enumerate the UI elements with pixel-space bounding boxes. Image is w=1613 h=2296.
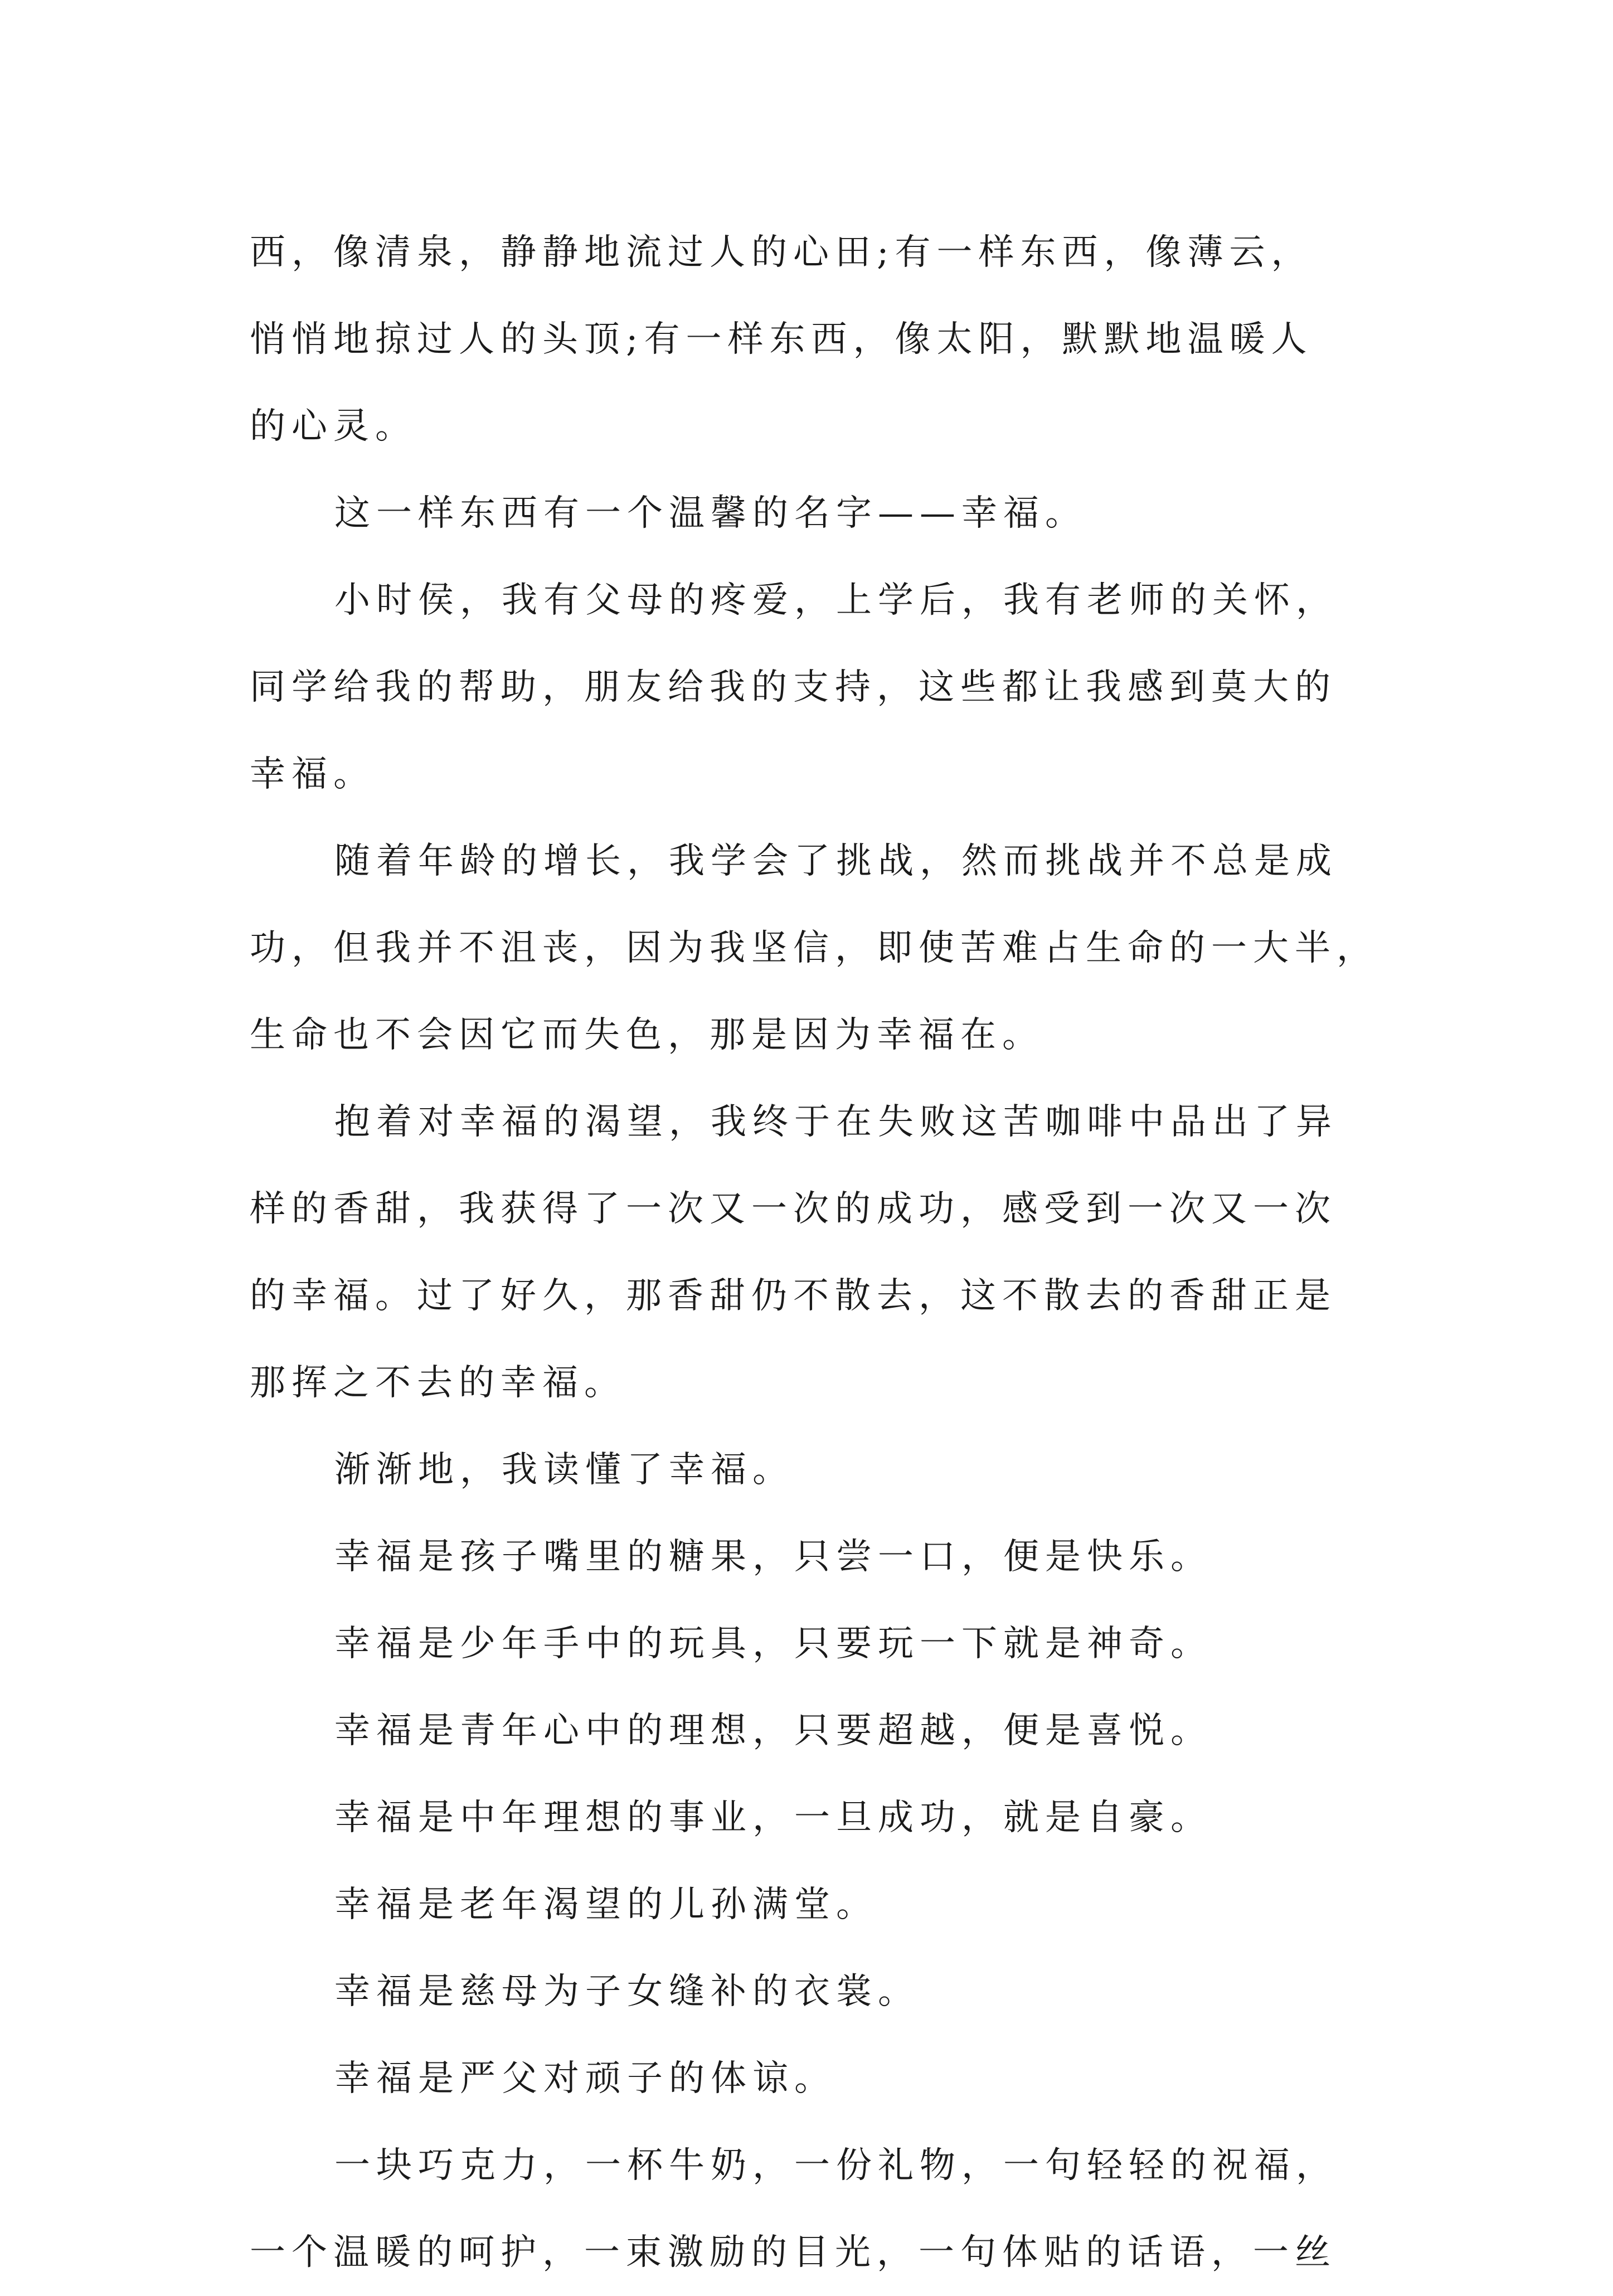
text-line: 随着年龄的增长，我学会了挑战，然而挑战并不总是成 <box>334 841 1338 882</box>
paragraph <box>250 1948 1370 2035</box>
text-line: 的幸福。过了好久，那香甜仍不散去，这不散去的香甜正是 <box>250 1275 1337 1317</box>
paragraph <box>250 1079 1370 1426</box>
text-line: 一块巧克力，一杯牛奶，一份礼物，一句轻轻的祝福， <box>334 2145 1338 2186</box>
text-line: 幸福是严父对顽子的体谅。 <box>334 2058 836 2099</box>
paragraph <box>250 1426 1370 1513</box>
text-line: 的心灵。 <box>250 406 417 447</box>
text-line: 幸福是慈母为子女缝补的衣裳。 <box>334 1971 920 2012</box>
text-line: 小时侯，我有父母的疼爱，上学后，我有老师的关怀， <box>334 580 1338 621</box>
paragraph <box>250 1600 1370 1687</box>
text-line: 抱着对幸福的渴望，我终于在失败这苦咖啡中品出了异 <box>334 1101 1338 1143</box>
paragraph <box>250 2122 1370 2296</box>
document-body <box>250 209 1378 2296</box>
text-line: 幸福是青年心中的理想，只要超越，便是喜悦。 <box>334 1710 1212 1751</box>
text-line: 样的香甜，我获得了一次又一次的成功，感受到一次又一次 <box>250 1188 1337 1230</box>
paragraph <box>250 1861 1370 1948</box>
paragraph <box>250 470 1370 557</box>
text-line: 一个温暖的呵护，一束激励的目光，一句体贴的话语，一丝 <box>250 2232 1337 2273</box>
paragraph <box>250 209 1370 470</box>
text-line: 那挥之不去的幸福。 <box>250 1362 626 1404</box>
text-line: 幸福是孩子嘴里的糖果，只尝一口，便是快乐。 <box>334 1536 1212 1577</box>
paragraph <box>250 1687 1370 1774</box>
text-line: 渐渐地，我读懂了幸福。 <box>334 1449 794 1491</box>
paragraph <box>250 1774 1370 1861</box>
paragraph <box>250 2035 1370 2122</box>
text-line: 同学给我的帮助，朋友给我的支持，这些都让我感到莫大的 <box>250 667 1337 708</box>
text-line: 幸福是老年渴望的儿孙满堂。 <box>334 1884 878 1925</box>
text-line: 西，像清泉，静静地流过人的心田;有一样东西，像薄云， <box>250 232 1313 273</box>
text-line: 功，但我并不沮丧，因为我坚信，即使苦难占生命的一大半， <box>250 928 1378 969</box>
text-line: 幸福。 <box>250 754 375 795</box>
text-line: 悄悄地掠过人的头顶;有一样东西，像太阳，默默地温暖人 <box>250 319 1313 360</box>
text-line: 生命也不会因它而失色，那是因为幸福在。 <box>250 1014 1044 1056</box>
text-line: 幸福是中年理想的事业，一旦成功，就是自豪。 <box>334 1797 1212 1838</box>
paragraph <box>250 1513 1370 1600</box>
text-line: 幸福是少年手中的玩具，只要玩一下就是神奇。 <box>334 1623 1212 1664</box>
paragraph <box>250 557 1370 818</box>
paragraph <box>250 818 1378 1079</box>
text-line: 这一样东西有一个温馨的名字——幸福。 <box>334 493 1087 534</box>
